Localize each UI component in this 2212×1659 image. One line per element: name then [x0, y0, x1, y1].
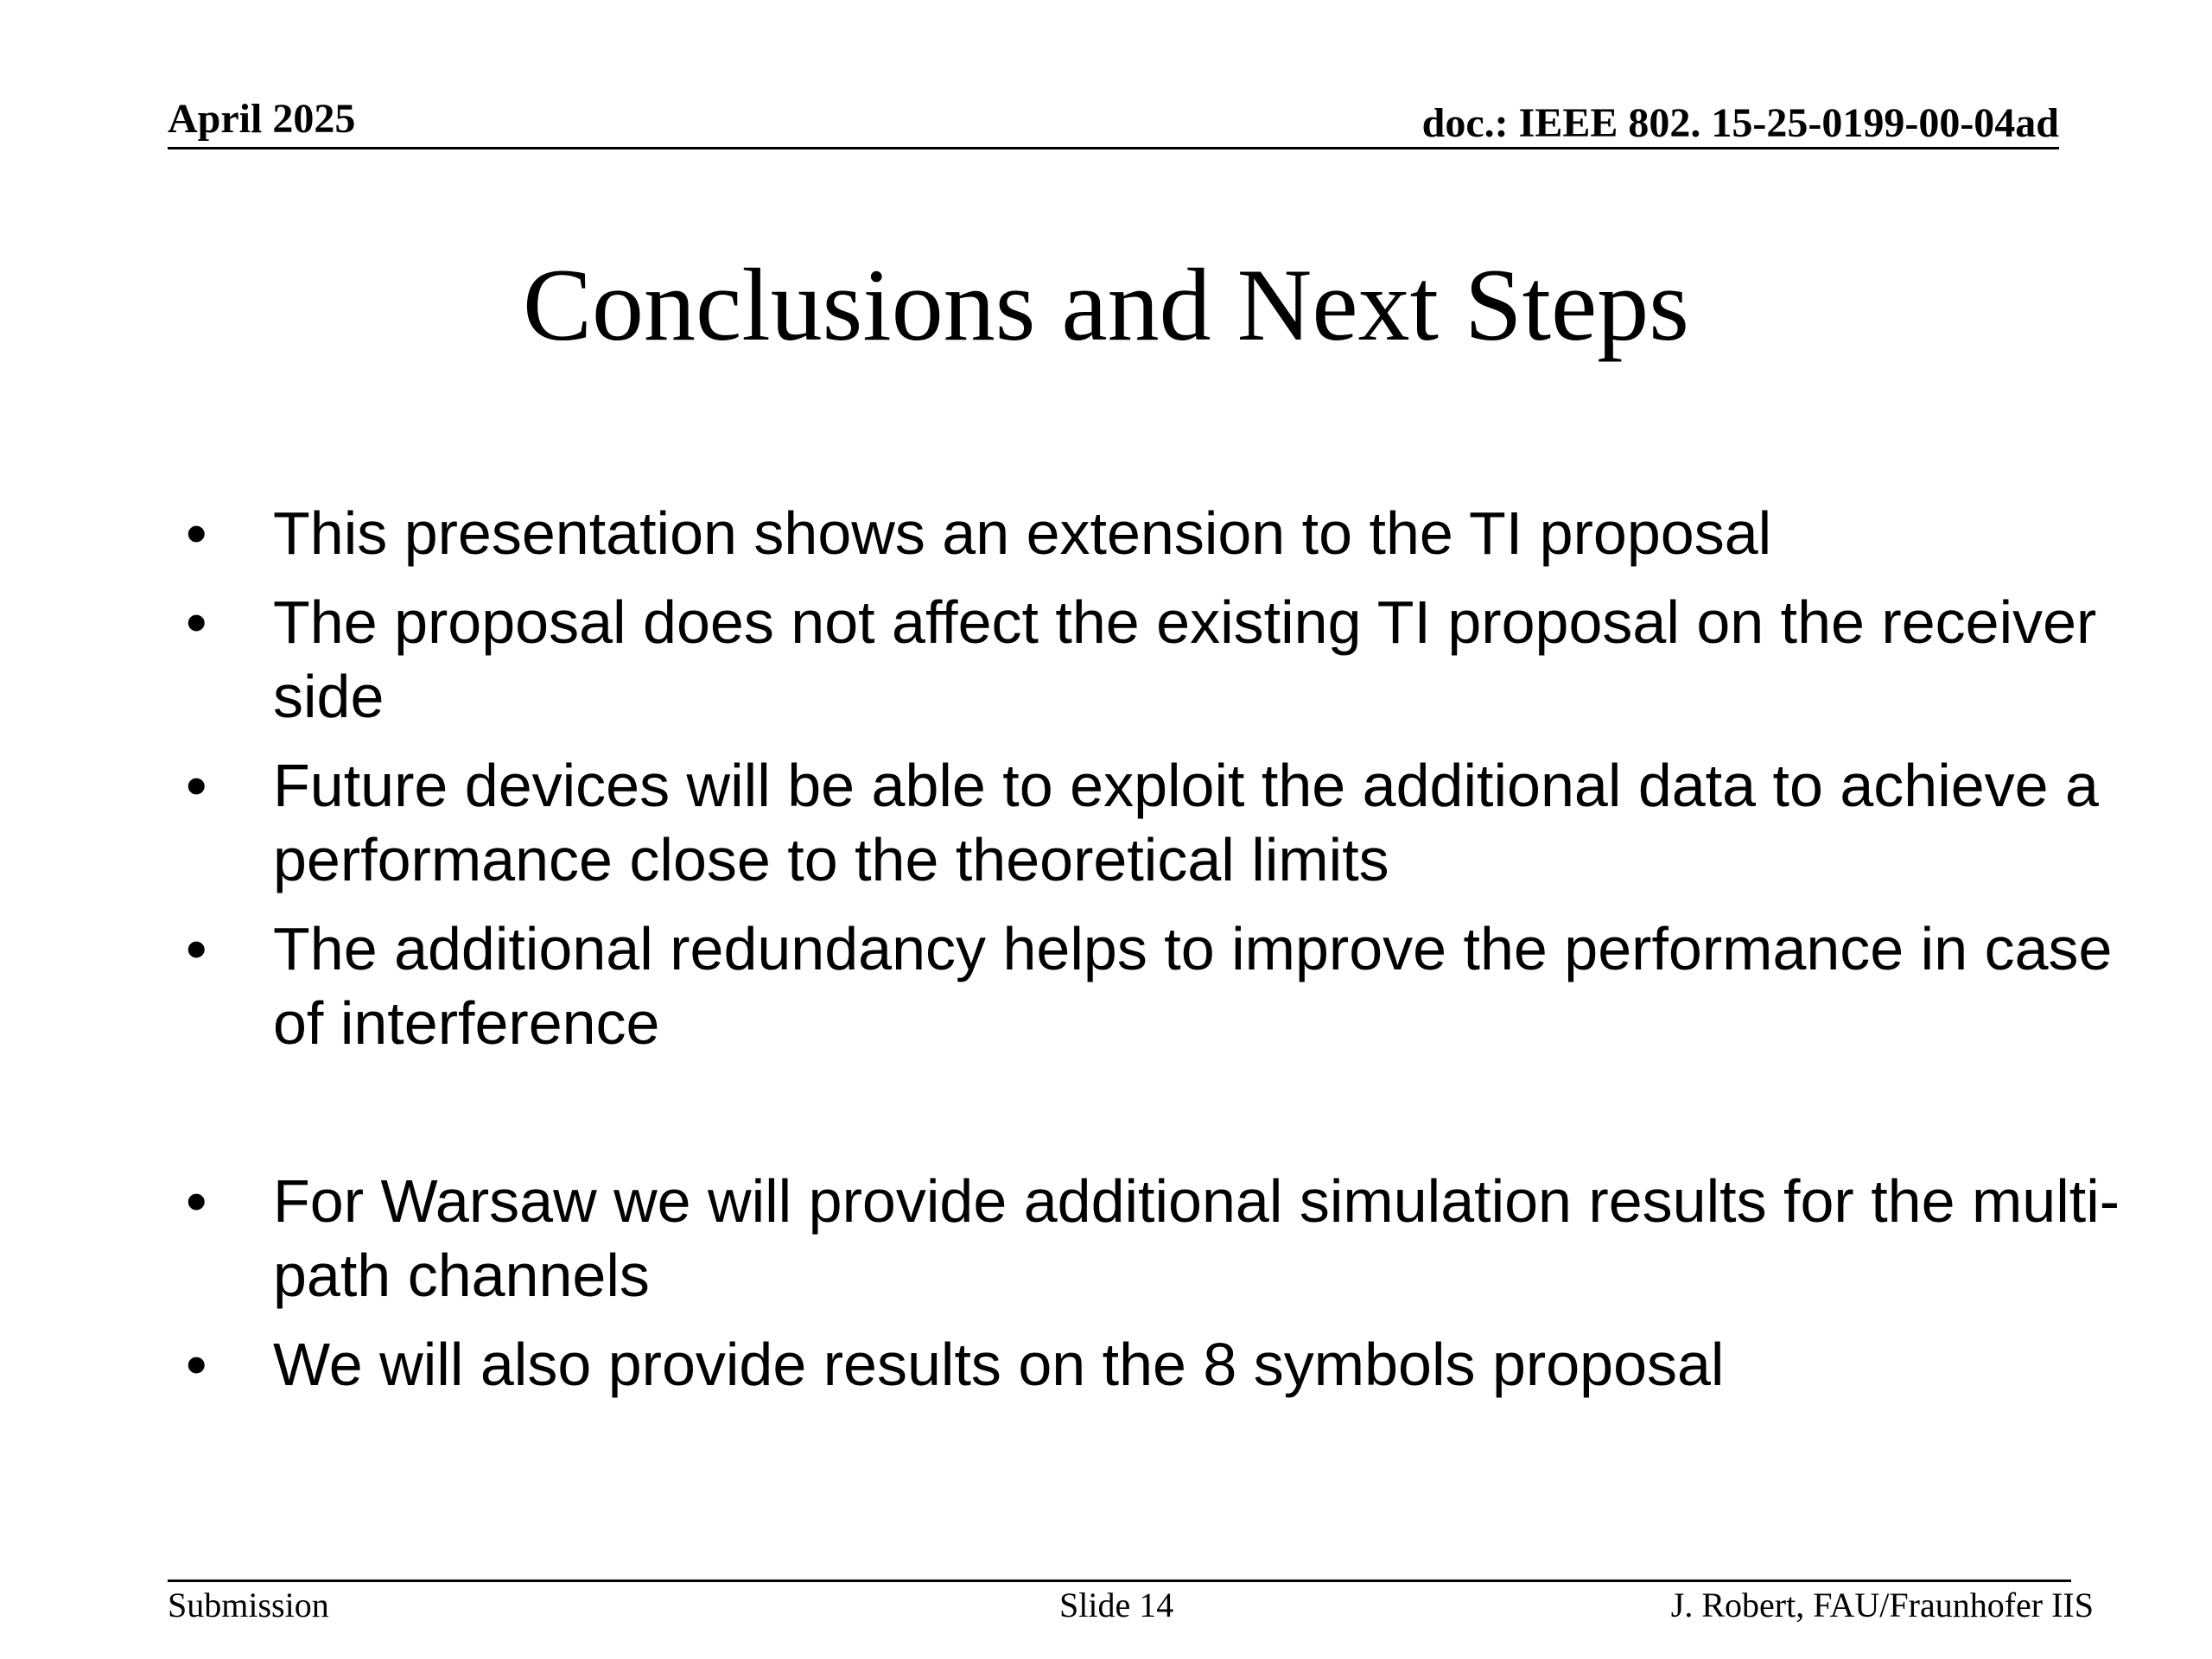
bullet-item	[186, 585, 2121, 734]
bullet-item	[186, 496, 2121, 570]
bullet-text: The proposal does not affect the existing TI proposal on the receiver side	[273, 588, 2097, 730]
bullet-item	[186, 748, 2121, 897]
footer-author: J. Robert, FAU/Fraunhofer IIS	[1670, 1586, 2094, 1624]
bullet-text: We will also provide results on the 8 symbols proposal	[273, 1331, 1725, 1398]
bullet-marker: •	[186, 915, 207, 982]
footer-submission: Submission	[168, 1586, 329, 1624]
bullet-text: The additional redundancy helps to improve the performance in case of interference	[273, 915, 2113, 1057]
slide-title: Conclusions and Next Steps	[523, 247, 1689, 362]
bullet-text: This presentation shows an extension to the TI proposal	[273, 499, 1772, 567]
header-doc-id: doc.: IEEE 802. 15-25-0199-00-04ad	[1421, 100, 2059, 146]
bullet-item	[186, 912, 2121, 1060]
bullet-marker: •	[186, 1167, 207, 1235]
bullet-text: Future devices will be able to exploit the additional data to achieve a performance close to the theoretical limits	[273, 752, 2099, 893]
bullet-marker: •	[186, 499, 207, 567]
bullet-marker: •	[186, 1331, 207, 1398]
bullet-marker: •	[186, 588, 207, 656]
header-date: April 2025	[168, 96, 356, 142]
bullet-marker: •	[186, 752, 207, 819]
footer-slide-number: Slide 14	[1059, 1586, 1174, 1624]
bullet-item	[186, 1164, 2121, 1313]
bullet-item	[186, 1327, 2121, 1402]
footer-rule	[168, 1580, 2071, 1582]
bullet-text: For Warsaw we will provide additional simulation results for the multi-path channels	[273, 1167, 2120, 1309]
